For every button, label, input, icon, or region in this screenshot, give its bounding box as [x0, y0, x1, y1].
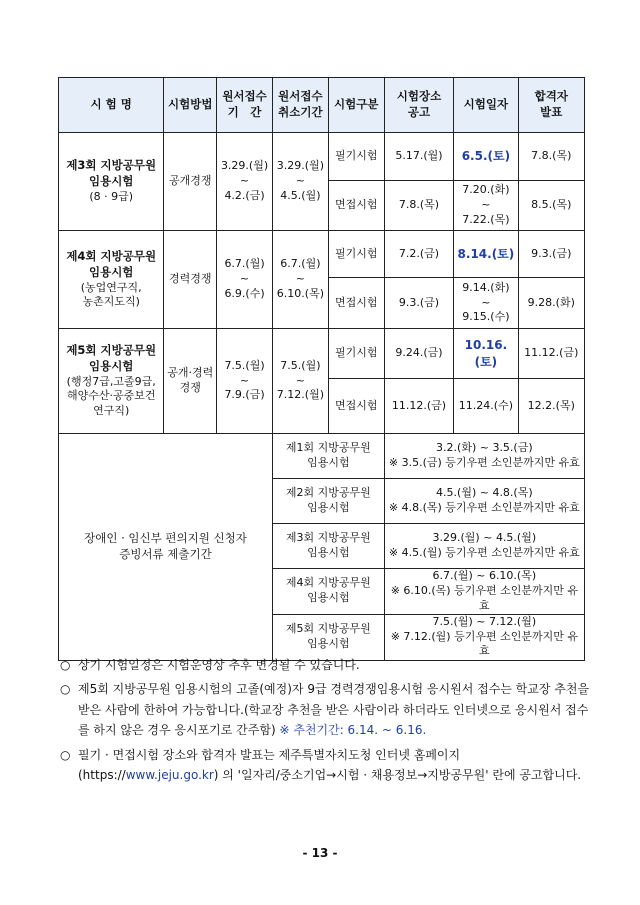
disability-period-cell: 3.29.(월) ~ 4.5.(월) ※ 4.5.(월) 등기우편 소인분까지만 유효 [384, 524, 584, 569]
result-cell: 9.3.(금) [518, 231, 584, 278]
note-text: 필기 · 면접시험 장소와 합격자 발표는 제주특별자치도청 인터넷 홈페이지(https://www.jeju.go.kr) 의 '일자리/중소기업→시험 · 채용정보→지방공무원' 란에 공고합니다. [78, 747, 582, 782]
venue-notice-cell: 7.8.(목) [384, 181, 454, 231]
exam-type-cell: 면접시험 [328, 278, 384, 329]
disability-period-cell: 6.7.(월) ~ 6.10.(목) ※ 6.10.(목) 등기우편 소인분까지만 유효 [384, 569, 584, 615]
apply-period-cell: 3.29.(월) ~ 4.2.(금) [217, 133, 273, 231]
result-cell: 8.5.(목) [518, 181, 584, 231]
circle-bullet-icon: ○ [60, 658, 71, 672]
exam-type-cell: 필기시험 [328, 329, 384, 379]
exam-type-cell: 필기시험 [328, 231, 384, 278]
venue-notice-cell: 11.12.(금) [384, 379, 454, 434]
result-cell: 7.8.(목) [518, 133, 584, 181]
circle-bullet-icon: ○ [60, 682, 71, 697]
exam-date-cell: 8.14.(토) [454, 231, 518, 278]
disability-period-cell: 4.5.(월) ~ 4.8.(목) ※ 4.8.(목) 등기우편 소인분까지만 유효 [384, 479, 584, 524]
header-result-announce: 합격자 발표 [518, 78, 584, 133]
method-cell: 공개·경력 경쟁 [164, 329, 217, 434]
header-apply-period: 원서접수 기 간 [217, 78, 273, 133]
page-number: - 13 - [302, 846, 338, 860]
header-exam-type: 시험구분 [328, 78, 384, 133]
exam-date-cell: 10.16.(토) [454, 329, 518, 379]
cancel-period-cell: 6.7.(월) ~ 6.10.(목) [272, 231, 328, 329]
recommendation-period: ※ 추천기간: 6.14. ~ 6.16. [279, 723, 427, 738]
table-row [59, 434, 585, 479]
result-cell: 9.28.(화) [518, 278, 584, 329]
exam-date-cell: 9.14.(화) ~ 9.15.(수) [454, 278, 518, 329]
header-exam-date: 시험일자 [454, 78, 518, 133]
note-text: 제5회 지방공무원 임용시험의 고졸(예정)자 9급 경력경쟁임용시험 응시원서 접수는 학교장 추천을 받은 사람에 한하여 가능합니다.(학교장 추천을 받은 사람이라 하더라도 인터넷으로 응시원서 접수를 하지 않은 경우 응시포기로 간주함) ※ 추천기간: 6.14. ~ 6.16. [78, 682, 590, 738]
table-row [59, 231, 585, 278]
header-exam-name: 시 험 명 [59, 78, 164, 133]
exam-name-cell: 제4회 지방공무원 임용시험 (농업연구직, 농촌지도직) [59, 231, 164, 329]
exam-schedule-table [58, 77, 585, 661]
disability-label-cell: 장애인 · 임신부 편의지원 신청자 증빙서류 제출기간 [59, 434, 273, 661]
disability-exam-cell: 제3회 지방공무원 임용시험 [272, 524, 384, 569]
cancel-period-cell: 7.5.(월) ~ 7.12.(월) [272, 329, 328, 434]
apply-period-cell: 6.7.(월) ~ 6.9.(수) [217, 231, 273, 329]
exam-name-cell: 제5회 지방공무원 임용시험 (행정7급,고졸9급, 해양수산·공중보건 연구직) [59, 329, 164, 434]
apply-period-cell: 7.5.(월) ~ 7.9.(금) [217, 329, 273, 434]
method-cell: 공개경쟁 [164, 133, 217, 231]
venue-notice-cell: 7.2.(금) [384, 231, 454, 278]
header-venue-notice: 시험장소 공고 [384, 78, 454, 133]
note-item [60, 679, 590, 740]
circle-bullet-icon: ○ [60, 747, 71, 762]
result-cell: 11.12.(금) [518, 329, 584, 379]
venue-notice-cell: 5.17.(월) [384, 133, 454, 181]
exam-type-cell: 필기시험 [328, 133, 384, 181]
cancel-period-cell: 3.29.(월) ~ 4.5.(월) [272, 133, 328, 231]
venue-notice-cell: 9.3.(금) [384, 278, 454, 329]
exam-type-cell: 면접시험 [328, 181, 384, 231]
table-row [59, 329, 585, 379]
disability-exam-cell: 제5회 지방공무원 임용시험 [272, 614, 384, 660]
note-item [60, 655, 590, 675]
exam-date-cell: 6.5.(토) [454, 133, 518, 181]
header-cancel-period: 원서접수 취소기간 [272, 78, 328, 133]
disability-period-cell: 7.5.(월) ~ 7.12.(월) ※ 7.12.(월) 등기우편 소인분까지만 유효 [384, 614, 584, 660]
venue-notice-cell: 9.24.(금) [384, 329, 454, 379]
exam-name-cell: 제3회 지방공무원 임용시험 (8 · 9급) [59, 133, 164, 231]
table-row [59, 133, 585, 181]
disability-exam-cell: 제4회 지방공무원 임용시험 [272, 569, 384, 615]
method-cell: 경력경쟁 [164, 231, 217, 329]
website-link[interactable]: www.jeju.go.kr [125, 767, 214, 782]
result-cell: 12.2.(목) [518, 379, 584, 434]
note-text: 상기 시험일정은 시험운영상 추후 변경될 수 있습니다. [78, 658, 360, 672]
disability-period-cell: 3.2.(화) ~ 3.5.(금) ※ 3.5.(금) 등기우편 소인분까지만 유효 [384, 434, 584, 479]
disability-exam-cell: 제1회 지방공무원 임용시험 [272, 434, 384, 479]
notes-section [60, 655, 590, 789]
note-item [60, 745, 590, 786]
header-method: 시험방법 [164, 78, 217, 133]
exam-date-cell: 11.24.(수) [454, 379, 518, 434]
disability-exam-cell: 제2회 지방공무원 임용시험 [272, 479, 384, 524]
exam-type-cell: 면접시험 [328, 379, 384, 434]
exam-date-cell: 7.20.(화) ~ 7.22.(목) [454, 181, 518, 231]
table-header-row [59, 78, 585, 133]
